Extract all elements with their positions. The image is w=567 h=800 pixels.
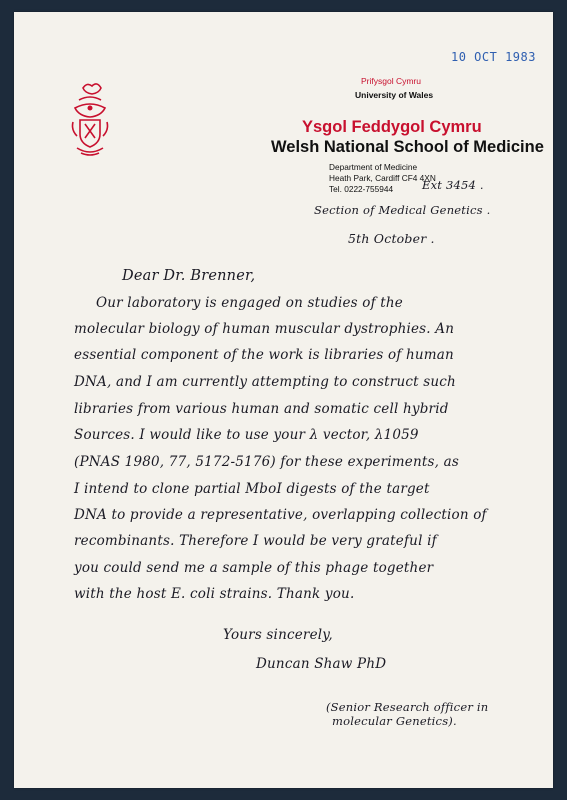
salutation: Dear Dr. Brenner,: [122, 268, 256, 284]
received-date-stamp: 10 OCT 1983: [451, 50, 536, 64]
body-line: DNA, and I am currently attempting to construct such: [74, 374, 456, 390]
signatory-role-line: (Senior Research officer in: [326, 700, 489, 714]
handwritten-extension: Ext 3454 .: [422, 178, 484, 192]
body-line: you could send me a sample of this phage together: [74, 560, 434, 576]
body-line: Our laboratory is engaged on studies of the: [96, 295, 403, 311]
body-line: molecular biology of human muscular dystrophies. An: [74, 321, 455, 337]
body-line: recombinants. Therefore I would be very grateful if: [74, 533, 437, 549]
signature: Duncan Shaw PhD: [256, 656, 387, 672]
body-line: libraries from various human and somatic cell hybrid: [74, 401, 449, 417]
university-crest-icon: [67, 78, 113, 158]
department-name: Department of Medicine: [329, 162, 418, 172]
university-name-english: University of Wales: [355, 90, 434, 100]
closing: Yours sincerely,: [223, 627, 333, 643]
body-line: Sources. I would like to use your λ vector, λ1059: [74, 427, 419, 443]
body-line: DNA to provide a representative, overlapping collection of: [74, 507, 487, 523]
handwritten-date: 5th October .: [348, 231, 435, 246]
body-line: with the host E. coli strains. Thank you.: [74, 586, 355, 602]
telephone-number: Tel. 0222-755944: [329, 184, 394, 194]
signatory-role-line: molecular Genetics).: [332, 714, 457, 728]
school-name-welsh: Ysgol Feddygol Cymru: [302, 118, 482, 136]
handwritten-section: Section of Medical Genetics .: [314, 203, 491, 217]
department-address-block: [329, 162, 436, 195]
school-name-english: Welsh National School of Medicine: [271, 138, 544, 156]
letter-page: [14, 12, 553, 788]
street-address: Heath Park, Cardiff CF4 4XN: [329, 173, 436, 183]
body-line: I intend to clone partial MboI digests of the target: [74, 481, 430, 497]
body-line: essential component of the work is libraries of human: [74, 347, 454, 363]
body-line: (PNAS 1980, 77, 5172-5176) for these experiments, as: [74, 454, 459, 470]
university-name-welsh: Prifysgol Cymru: [361, 76, 421, 86]
signatory-role: [326, 700, 488, 728]
